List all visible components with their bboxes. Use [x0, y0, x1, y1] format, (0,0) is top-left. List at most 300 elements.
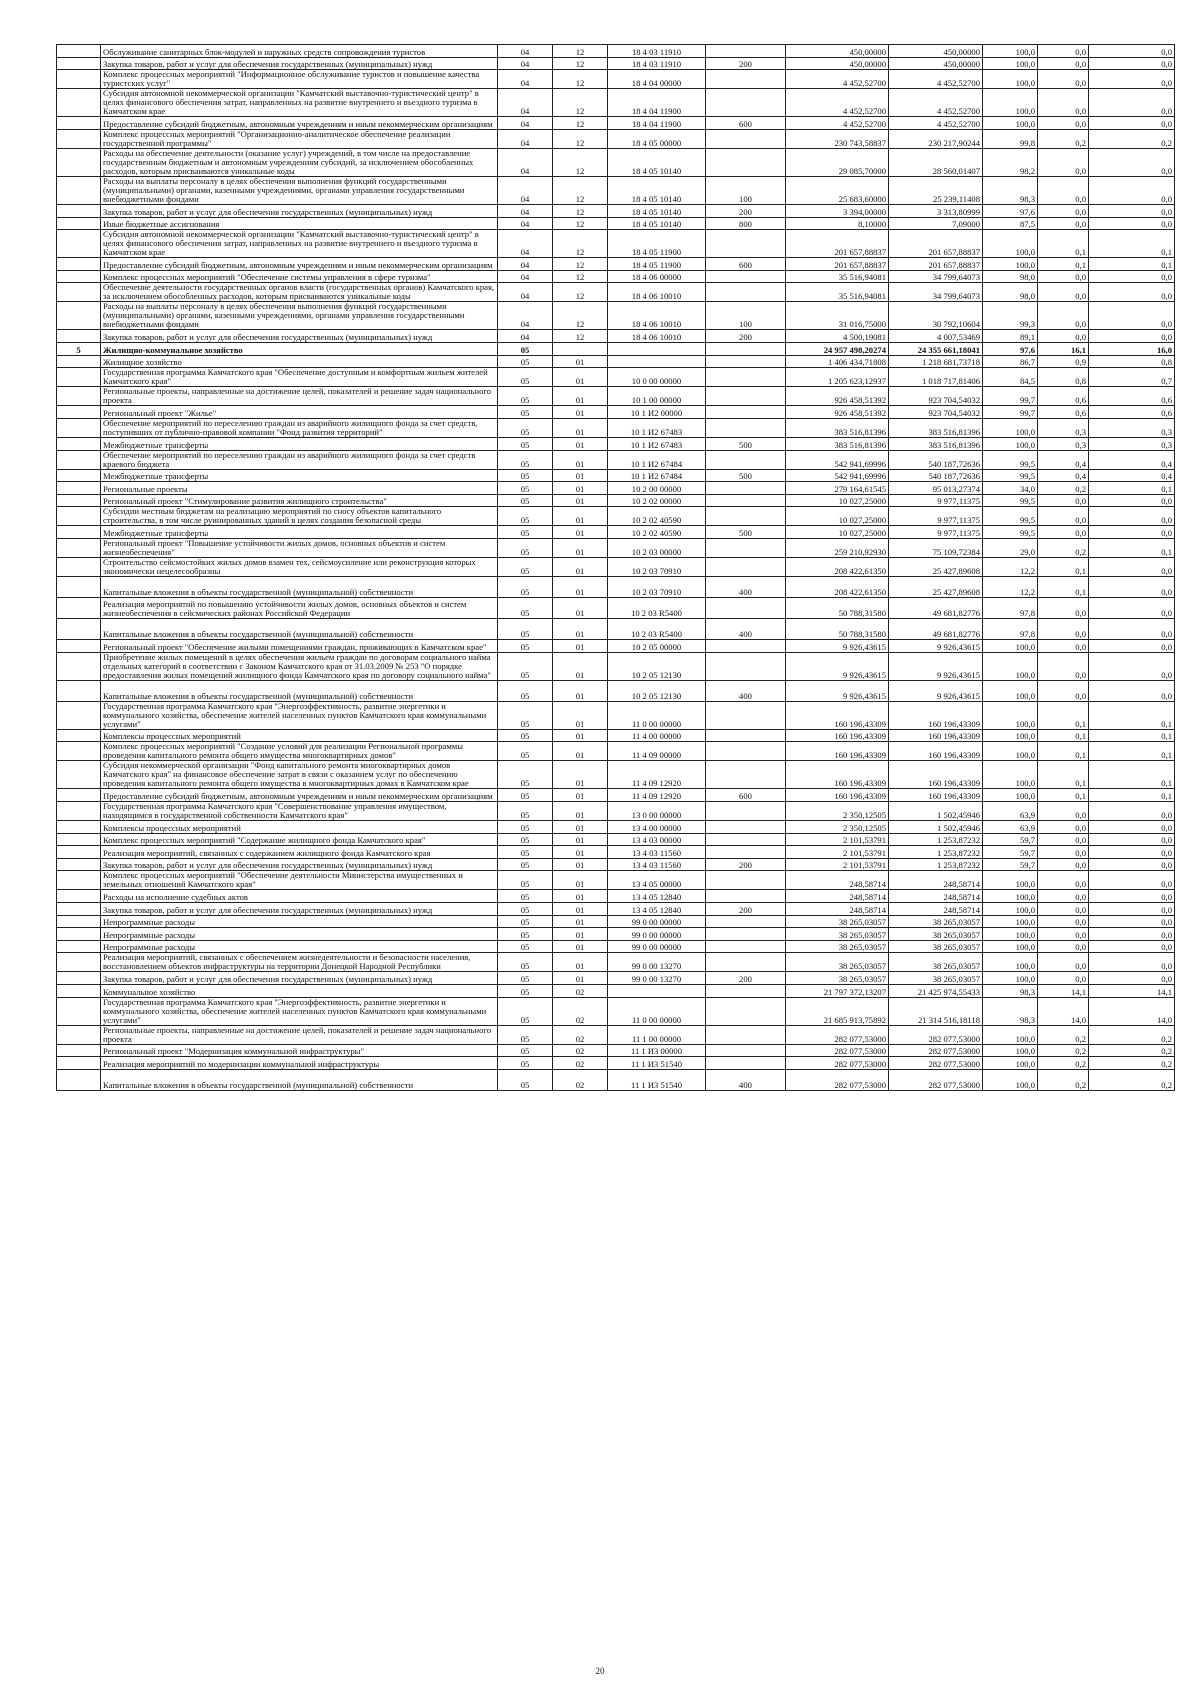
- planned-amount-cell: 160 196,43309: [786, 729, 889, 742]
- row-number-cell: [57, 652, 101, 680]
- subsection-code-cell: 01: [553, 972, 608, 985]
- planned-amount-cell: 926 458,51392: [786, 406, 889, 419]
- execution-percent-cell: 100,0: [983, 1057, 1038, 1070]
- section-code-cell: 04: [498, 148, 553, 176]
- share-planned-cell: 0,1: [1038, 742, 1089, 761]
- planned-amount-cell: 38 265,03057: [786, 972, 889, 985]
- expense-type-cell: 200: [706, 57, 786, 70]
- table-row: [57, 915, 1175, 928]
- expense-name-cell: Предоставление субсидий бюджетным, автономным учреждениям и иным некоммерческим организациям: [101, 789, 498, 802]
- subsection-code-cell: 01: [553, 742, 608, 761]
- subsection-code-cell: 12: [553, 270, 608, 283]
- share-planned-cell: 0,0: [1038, 57, 1089, 70]
- expense-type-cell: 400: [706, 680, 786, 701]
- target-article-cell: 18 4 03 11910: [608, 57, 706, 70]
- section-code-cell: 05: [498, 972, 553, 985]
- section-code-cell: 05: [498, 1069, 553, 1090]
- share-planned-cell: 0,1: [1038, 701, 1089, 729]
- target-article-cell: 10 1 И2 67483: [608, 437, 706, 450]
- row-number-cell: [57, 903, 101, 916]
- execution-percent-cell: 99,5: [983, 469, 1038, 482]
- row-number-cell: [57, 204, 101, 217]
- share-planned-cell: 0,2: [1038, 1025, 1089, 1044]
- actual-amount-cell: 25 239,11408: [889, 176, 983, 204]
- table-row: [57, 598, 1175, 619]
- target-article-cell: 18 4 06 10010: [608, 283, 706, 302]
- section-code-cell: 05: [498, 526, 553, 539]
- expense-name-cell: Капитальные вложения в объекты государственной (муниципальной) собственности: [101, 680, 498, 701]
- table-row: [57, 176, 1175, 204]
- expense-type-cell: [706, 985, 786, 998]
- section-code-cell: 04: [498, 57, 553, 70]
- actual-amount-cell: 1 253,87232: [889, 846, 983, 859]
- share-actual-cell: 0,0: [1089, 619, 1175, 640]
- expense-name-cell: Региональные проекты: [101, 482, 498, 495]
- subsection-code-cell: 01: [553, 469, 608, 482]
- table-row: [57, 368, 1175, 387]
- section-code-cell: 05: [498, 507, 553, 526]
- actual-amount-cell: 9 926,43615: [889, 640, 983, 653]
- share-planned-cell: 0,3: [1038, 418, 1089, 437]
- actual-amount-cell: 923 704,54032: [889, 406, 983, 419]
- expense-type-cell: [706, 129, 786, 148]
- subsection-code-cell: 01: [553, 558, 608, 577]
- actual-amount-cell: 248,58714: [889, 871, 983, 890]
- section-code-cell: 05: [498, 437, 553, 450]
- share-planned-cell: 0,1: [1038, 789, 1089, 802]
- expense-name-cell: Комплекс процессных мероприятий "Создание условий для реализации Региональной программы проведения капитального ремонта общего имущества многоквартирных домов": [101, 742, 498, 761]
- actual-amount-cell: 4 452,52700: [889, 117, 983, 130]
- subsection-code-cell: 01: [553, 821, 608, 834]
- expense-type-cell: [706, 482, 786, 495]
- share-planned-cell: 0,8: [1038, 368, 1089, 387]
- actual-amount-cell: 201 657,88837: [889, 230, 983, 258]
- target-article-cell: 18 4 03 11910: [608, 45, 706, 58]
- share-planned-cell: 0,0: [1038, 330, 1089, 343]
- planned-amount-cell: 279 164,61545: [786, 482, 889, 495]
- planned-amount-cell: 248,58714: [786, 903, 889, 916]
- target-article-cell: 10 1 00 00000: [608, 387, 706, 406]
- actual-amount-cell: 21 314 516,18118: [889, 997, 983, 1025]
- actual-amount-cell: 160 196,43309: [889, 729, 983, 742]
- target-article-cell: [608, 343, 706, 356]
- share-planned-cell: 0,0: [1038, 833, 1089, 846]
- subsection-code-cell: 01: [553, 729, 608, 742]
- execution-percent-cell: 29,0: [983, 538, 1038, 557]
- subsection-code-cell: 12: [553, 230, 608, 258]
- share-planned-cell: 0,1: [1038, 258, 1089, 271]
- share-planned-cell: 0,0: [1038, 846, 1089, 859]
- actual-amount-cell: 450,00000: [889, 45, 983, 58]
- share-actual-cell: 0,0: [1089, 148, 1175, 176]
- execution-percent-cell: 98,0: [983, 283, 1038, 302]
- section-code-cell: 05: [498, 577, 553, 598]
- share-planned-cell: 0,0: [1038, 176, 1089, 204]
- planned-amount-cell: 21 685 913,75892: [786, 997, 889, 1025]
- row-number-cell: [57, 640, 101, 653]
- expense-name-cell: Иные бюджетные ассигнования: [101, 217, 498, 230]
- expense-type-cell: [706, 558, 786, 577]
- share-actual-cell: 0,3: [1089, 437, 1175, 450]
- target-article-cell: 13 4 00 00000: [608, 821, 706, 834]
- expense-name-cell: Закупка товаров, работ и услуг для обеспечения государственных (муниципальных) нужд: [101, 57, 498, 70]
- share-actual-cell: 0,0: [1089, 270, 1175, 283]
- section-code-cell: 05: [498, 928, 553, 941]
- expense-name-cell: Комплекс процессных мероприятий "Обеспечение деятельности Министерства имущественных и земельных отношений Камчатского края": [101, 871, 498, 890]
- execution-percent-cell: 99,5: [983, 494, 1038, 507]
- subsection-code-cell: 01: [553, 450, 608, 469]
- subsection-code-cell: 01: [553, 598, 608, 619]
- row-number-cell: [57, 858, 101, 871]
- expense-type-cell: [706, 70, 786, 89]
- target-article-cell: 99 0 00 00000: [608, 915, 706, 928]
- expense-type-cell: 200: [706, 972, 786, 985]
- planned-amount-cell: 50 788,31580: [786, 619, 889, 640]
- target-article-cell: 10 2 05 12130: [608, 652, 706, 680]
- section-code-cell: 05: [498, 802, 553, 821]
- target-article-cell: 18 4 05 11900: [608, 258, 706, 271]
- table-row: [57, 680, 1175, 701]
- table-row: [57, 1044, 1175, 1057]
- section-code-cell: 05: [498, 494, 553, 507]
- planned-amount-cell: 383 516,81396: [786, 418, 889, 437]
- section-code-cell: 05: [498, 652, 553, 680]
- subsection-code-cell: 01: [553, 953, 608, 972]
- execution-percent-cell: 100,0: [983, 57, 1038, 70]
- expense-name-cell: Расходы на обеспечение деятельности (оказание услуг) учреждений, в том числе на предоставление государственным бюджетным и автономным учреждениям субсидий, за исключением обособленных расходов, которым присваиваются уникальные коды: [101, 148, 498, 176]
- table-row: [57, 270, 1175, 283]
- expense-name-cell: Межбюджетные трансферты: [101, 437, 498, 450]
- subsection-code-cell: 01: [553, 846, 608, 859]
- subsection-code-cell: 12: [553, 204, 608, 217]
- planned-amount-cell: 450,00000: [786, 57, 889, 70]
- table-row: [57, 558, 1175, 577]
- subsection-code-cell: 12: [553, 129, 608, 148]
- execution-percent-cell: 100,0: [983, 953, 1038, 972]
- expense-type-cell: [706, 45, 786, 58]
- subsection-code-cell: 01: [553, 890, 608, 903]
- table-row: [57, 928, 1175, 941]
- actual-amount-cell: 383 516,81396: [889, 418, 983, 437]
- table-row: [57, 418, 1175, 437]
- subsection-code-cell: 01: [553, 858, 608, 871]
- expense-type-cell: [706, 230, 786, 258]
- planned-amount-cell: 25 683,60000: [786, 176, 889, 204]
- actual-amount-cell: 282 077,53000: [889, 1044, 983, 1057]
- table-row: [57, 640, 1175, 653]
- table-row: [57, 972, 1175, 985]
- expense-name-cell: Предоставление субсидий бюджетным, автономным учреждениям и иным некоммерческим организациям: [101, 117, 498, 130]
- row-number-cell: [57, 928, 101, 941]
- share-planned-cell: 0,2: [1038, 1044, 1089, 1057]
- expense-type-cell: [706, 701, 786, 729]
- share-actual-cell: 0,0: [1089, 507, 1175, 526]
- share-planned-cell: 14,0: [1038, 997, 1089, 1025]
- section-code-cell: 05: [498, 598, 553, 619]
- table-row: [57, 482, 1175, 495]
- section-code-cell: 05: [498, 985, 553, 998]
- target-article-cell: 13 4 05 12840: [608, 890, 706, 903]
- actual-amount-cell: 1 253,87232: [889, 833, 983, 846]
- section-code-cell: 05: [498, 482, 553, 495]
- share-planned-cell: 0,0: [1038, 928, 1089, 941]
- expense-name-cell: Реализация мероприятий по модернизации коммунальной инфраструктуры: [101, 1057, 498, 1070]
- table-row: [57, 355, 1175, 368]
- page-number: 20: [595, 1666, 605, 1676]
- planned-amount-cell: 383 516,81396: [786, 437, 889, 450]
- share-actual-cell: 0,1: [1089, 742, 1175, 761]
- actual-amount-cell: 34 799,64073: [889, 283, 983, 302]
- subsection-code-cell: 01: [553, 526, 608, 539]
- row-number-cell: [57, 176, 101, 204]
- expense-name-cell: Региональные проекты, направленные на достижение целей, показателей и решение задач национального проекта: [101, 387, 498, 406]
- target-article-cell: 10 2 03 00000: [608, 538, 706, 557]
- expense-type-cell: 500: [706, 469, 786, 482]
- subsection-code-cell: 01: [553, 418, 608, 437]
- expense-name-cell: Расходы на исполнение судебных актов: [101, 890, 498, 903]
- execution-percent-cell: 100,0: [983, 652, 1038, 680]
- subsection-code-cell: [553, 343, 608, 356]
- planned-amount-cell: 2 101,53791: [786, 858, 889, 871]
- table-row: [57, 903, 1175, 916]
- actual-amount-cell: 28 560,01407: [889, 148, 983, 176]
- table-row: [57, 70, 1175, 89]
- row-number-cell: [57, 558, 101, 577]
- expense-type-cell: [706, 871, 786, 890]
- execution-percent-cell: 97,6: [983, 204, 1038, 217]
- execution-percent-cell: 100,0: [983, 89, 1038, 117]
- subsection-code-cell: 02: [553, 997, 608, 1025]
- table-row: [57, 953, 1175, 972]
- target-article-cell: 11 1 00 00000: [608, 1025, 706, 1044]
- target-article-cell: 99 0 00 00000: [608, 928, 706, 941]
- execution-percent-cell: 100,0: [983, 928, 1038, 941]
- table-row: [57, 406, 1175, 419]
- expense-name-cell: Предоставление субсидий бюджетным, автономным учреждениям и иным некоммерческим организациям: [101, 258, 498, 271]
- execution-percent-cell: 100,0: [983, 890, 1038, 903]
- subsection-code-cell: 01: [553, 437, 608, 450]
- section-code-cell: 05: [498, 903, 553, 916]
- target-article-cell: [608, 985, 706, 998]
- target-article-cell: 18 4 05 11900: [608, 230, 706, 258]
- execution-percent-cell: 84,5: [983, 368, 1038, 387]
- share-planned-cell: 0,0: [1038, 204, 1089, 217]
- actual-amount-cell: 4 452,52700: [889, 70, 983, 89]
- share-planned-cell: 0,0: [1038, 283, 1089, 302]
- table-row: [57, 330, 1175, 343]
- subsection-code-cell: 01: [553, 355, 608, 368]
- share-planned-cell: 0,0: [1038, 598, 1089, 619]
- section-code-cell: 05: [498, 538, 553, 557]
- row-number-cell: [57, 57, 101, 70]
- target-article-cell: 99 0 00 13270: [608, 953, 706, 972]
- row-number-cell: [57, 619, 101, 640]
- execution-percent-cell: 86,7: [983, 355, 1038, 368]
- share-planned-cell: 0,0: [1038, 802, 1089, 821]
- expense-type-cell: 200: [706, 330, 786, 343]
- actual-amount-cell: 282 077,53000: [889, 1069, 983, 1090]
- expense-type-cell: [706, 833, 786, 846]
- execution-percent-cell: 100,0: [983, 1069, 1038, 1090]
- expense-type-cell: [706, 148, 786, 176]
- budget-table: [56, 44, 1175, 1091]
- expense-name-cell: Закупка товаров, работ и услуг для обеспечения государственных (муниципальных) нужд: [101, 204, 498, 217]
- expense-type-cell: [706, 652, 786, 680]
- section-code-cell: 04: [498, 270, 553, 283]
- subsection-code-cell: 01: [553, 652, 608, 680]
- share-planned-cell: 0,0: [1038, 890, 1089, 903]
- expense-type-cell: [706, 890, 786, 903]
- section-code-cell: 05: [498, 701, 553, 729]
- planned-amount-cell: 208 422,61350: [786, 577, 889, 598]
- expense-name-cell: Комплекс процессных мероприятий "Организационно-аналитическое обеспечение реализации государственной программы": [101, 129, 498, 148]
- target-article-cell: 10 2 02 00000: [608, 494, 706, 507]
- actual-amount-cell: 1 018 717,81406: [889, 368, 983, 387]
- expense-type-cell: 400: [706, 577, 786, 598]
- actual-amount-cell: 160 196,43309: [889, 742, 983, 761]
- expense-name-cell: Государственная программа Камчатского края "Энергоэффективность, развитие энергетики и коммунального хозяйства, обеспечение жителей населенных пунктов Камчатского края коммунальными услугами": [101, 701, 498, 729]
- expense-type-cell: [706, 742, 786, 761]
- row-number-cell: [57, 387, 101, 406]
- expense-type-cell: 500: [706, 437, 786, 450]
- row-number-cell: [57, 302, 101, 330]
- expense-type-cell: [706, 953, 786, 972]
- subsection-code-cell: 12: [553, 330, 608, 343]
- expense-name-cell: Субсидия автономной некоммерческой организации "Камчатский выставочно-туристический центр" в целях финансового обеспечения затрат, направленных на развитие внутреннего и въездного туризма в Камчатском крае: [101, 230, 498, 258]
- section-code-cell: 05: [498, 640, 553, 653]
- target-article-cell: 10 2 03 R5400: [608, 619, 706, 640]
- expense-type-cell: 200: [706, 903, 786, 916]
- actual-amount-cell: 282 077,53000: [889, 1057, 983, 1070]
- share-actual-cell: 0,2: [1089, 1069, 1175, 1090]
- share-planned-cell: 0,6: [1038, 387, 1089, 406]
- table-row: [57, 985, 1175, 998]
- target-article-cell: 10 2 03 70910: [608, 558, 706, 577]
- execution-percent-cell: 100,0: [983, 1044, 1038, 1057]
- expense-type-cell: 500: [706, 526, 786, 539]
- target-article-cell: 10 1 И2 00000: [608, 406, 706, 419]
- table-row: [57, 729, 1175, 742]
- subsection-code-cell: 01: [553, 494, 608, 507]
- expense-name-cell: Коммунальное хозяйство: [101, 985, 498, 998]
- expense-type-cell: [706, 940, 786, 953]
- execution-percent-cell: 59,7: [983, 846, 1038, 859]
- section-code-cell: 05: [498, 742, 553, 761]
- subsection-code-cell: 12: [553, 302, 608, 330]
- share-planned-cell: 0,2: [1038, 538, 1089, 557]
- actual-amount-cell: 24 355 661,18041: [889, 343, 983, 356]
- target-article-cell: 10 2 05 12130: [608, 680, 706, 701]
- planned-amount-cell: 38 265,03057: [786, 940, 889, 953]
- execution-percent-cell: 59,7: [983, 858, 1038, 871]
- actual-amount-cell: 38 265,03057: [889, 953, 983, 972]
- share-planned-cell: 0,0: [1038, 915, 1089, 928]
- execution-percent-cell: 100,0: [983, 915, 1038, 928]
- expense-type-cell: 100: [706, 176, 786, 204]
- section-code-cell: 05: [498, 729, 553, 742]
- expense-name-cell: Комплекс процессных мероприятий "Информационное обслуживание туристов и повышение качества туристских услуг": [101, 70, 498, 89]
- actual-amount-cell: 1 253,87232: [889, 858, 983, 871]
- table-row: [57, 997, 1175, 1025]
- planned-amount-cell: 10 027,25000: [786, 507, 889, 526]
- execution-percent-cell: 100,0: [983, 972, 1038, 985]
- actual-amount-cell: 201 657,88837: [889, 258, 983, 271]
- row-number-cell: [57, 70, 101, 89]
- planned-amount-cell: 160 196,43309: [786, 789, 889, 802]
- share-planned-cell: 0,3: [1038, 437, 1089, 450]
- share-planned-cell: 0,0: [1038, 89, 1089, 117]
- table-row: [57, 302, 1175, 330]
- row-number-cell: [57, 846, 101, 859]
- row-number-cell: [57, 230, 101, 258]
- target-article-cell: 18 4 05 00000: [608, 129, 706, 148]
- subsection-code-cell: 12: [553, 176, 608, 204]
- row-number-cell: [57, 871, 101, 890]
- share-planned-cell: 0,0: [1038, 640, 1089, 653]
- target-article-cell: 11 1 И3 51540: [608, 1069, 706, 1090]
- share-actual-cell: 0,6: [1089, 387, 1175, 406]
- share-planned-cell: 0,9: [1038, 355, 1089, 368]
- planned-amount-cell: 35 516,94081: [786, 283, 889, 302]
- expense-name-cell: Обеспечение мероприятий по переселению граждан из аварийного жилищного фонда за счет средств, поступивших от публично-правовой компании "Фонд развития территорий": [101, 418, 498, 437]
- share-planned-cell: 0,0: [1038, 45, 1089, 58]
- share-planned-cell: 16,1: [1038, 343, 1089, 356]
- execution-percent-cell: 100,0: [983, 903, 1038, 916]
- planned-amount-cell: 9 926,43615: [786, 680, 889, 701]
- actual-amount-cell: 38 265,03057: [889, 915, 983, 928]
- execution-percent-cell: 98,3: [983, 985, 1038, 998]
- expense-type-cell: 200: [706, 204, 786, 217]
- planned-amount-cell: 542 941,69996: [786, 450, 889, 469]
- row-number-cell: [57, 526, 101, 539]
- expense-name-cell: Государственная программа Камчатского края "Совершенствование управления имуществом, находящимся в государственной собственности Камчатского края": [101, 802, 498, 821]
- share-planned-cell: 14,1: [1038, 985, 1089, 998]
- expense-type-cell: [706, 450, 786, 469]
- actual-amount-cell: 248,58714: [889, 903, 983, 916]
- row-number-cell: [57, 802, 101, 821]
- expense-type-cell: [706, 538, 786, 557]
- target-article-cell: [608, 355, 706, 368]
- expense-name-cell: Региональный проект "Жилье": [101, 406, 498, 419]
- share-actual-cell: 0,0: [1089, 953, 1175, 972]
- section-code-cell: 04: [498, 70, 553, 89]
- table-row: [57, 619, 1175, 640]
- execution-percent-cell: 34,0: [983, 482, 1038, 495]
- subsection-code-cell: 01: [553, 619, 608, 640]
- subsection-code-cell: 02: [553, 1057, 608, 1070]
- section-code-cell: 05: [498, 450, 553, 469]
- share-actual-cell: 0,0: [1089, 915, 1175, 928]
- actual-amount-cell: 21 425 974,55433: [889, 985, 983, 998]
- table-row: [57, 230, 1175, 258]
- table-row: [57, 940, 1175, 953]
- subsection-code-cell: 12: [553, 117, 608, 130]
- expense-type-cell: [706, 1044, 786, 1057]
- table-row: [57, 1069, 1175, 1090]
- share-planned-cell: 0,0: [1038, 117, 1089, 130]
- expense-name-cell: Обслуживание санитарных блок-модулей и наружных средств сопровождения туристов: [101, 45, 498, 58]
- row-number-cell: [57, 494, 101, 507]
- expense-name-cell: Межбюджетные трансферты: [101, 469, 498, 482]
- expense-type-cell: [706, 507, 786, 526]
- section-code-cell: 05: [498, 789, 553, 802]
- share-planned-cell: 0,1: [1038, 230, 1089, 258]
- share-planned-cell: 0,0: [1038, 148, 1089, 176]
- row-number-cell: [57, 577, 101, 598]
- planned-amount-cell: 31 016,75000: [786, 302, 889, 330]
- planned-amount-cell: 248,58714: [786, 871, 889, 890]
- execution-percent-cell: 100,0: [983, 729, 1038, 742]
